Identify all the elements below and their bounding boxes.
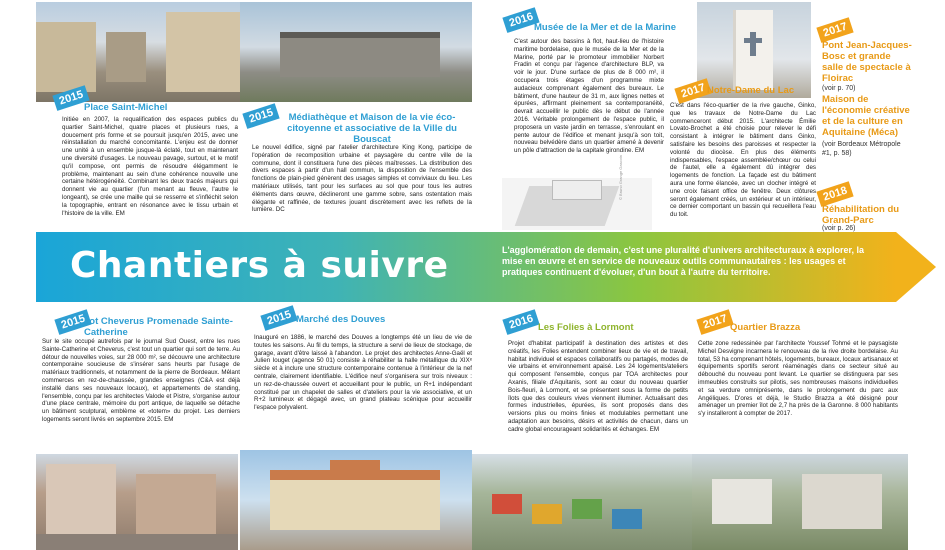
photo-notre-dame-du-lac bbox=[697, 2, 811, 98]
section-text: C'est autour des bassins à flot, haut-lieu de l'histoire maritime bordelaise, que le musée de la Mer et de la Marine, porté par le promoteur immobilier Norbert Fradin et conçu par l'agence d'architecture BLP, va voir le jour. D'une surface de plus de 8 000 m², il occupera trois étages d'un programme mixte audacieux comprenant également des bureaux. Le bâtiment, d'une hauteur de 31 m, aux lignes nettes et épurées, affirmant pleinement sa contemporanéité, devrait accueillir le public dès le début de l'année 2016. Véritable prolongement de l'espace public, il proposera un vaste jardin en terrasse, s'enroulant en pente autour de l'édifice et menant jusqu'à son toit, nouveau belvédère dans un quartier amené à devenir un pôle d'attraction de la capitale girondine. EM bbox=[514, 38, 664, 155]
photo-credit: © Bruno Grange Gascoin bbox=[618, 155, 623, 200]
side-ref-1: (voir p. 70) bbox=[822, 85, 856, 92]
side-title-1: Pont Jean-Jacques-Bosc et grande salle de spectacle à Floirac bbox=[822, 40, 912, 84]
section-title: Quartier Brazza bbox=[730, 322, 801, 333]
photo-place-saint-michel bbox=[36, 2, 240, 102]
section-text: C'est dans l'éco-quartier de la rive gauche, Ginko, que les travaux de Notre-Dame du Lac commenceront début 2015. L'architecte Émilie Lovato-Brochet a été choisie pour relever le défi consistant à intégrer le bâtiment dans Ginko, satisfaire les besoins des paroisses et respecter la volonté du diocèse. En plus des éléments indispensables, l'espace assemblée/chœur ou celui de l'autel, elle a également dû intégrer des logements de fonction. La façade est du bâtiment aura une forme élancée, avec un clocher intégré et une croix faisant office de fenêtre. Deux clôtures seront également créés, un extérieur et un intérieur, ce dernier comportant un bassin qui recueillera l'eau du toit. bbox=[670, 102, 816, 219]
section-text: Cette zone redessinée par l'architecte Youssef Tohmé et le paysagiste Michel Desvigne incarnera le renouveau de la rive droite bordelaise. Au total, 53 ha comprenant hôtels, logements, bureaux, locaux artisanaux et équipements sportifs seront réaménagés dans ce secteur situé au débouché du nouveau pont levant. Le quartier se distinguera par ses immeubles construits sur pilotis, ses nombreuses maisons individuelles et sa verdure omniprésente, dans le prolongement du parc aux Angéliques. D'ores et déjà, le Studio Brazza a été désigné pour aménager un premier îlot de 2,7 ha près de la Garonne. 8 000 habitants s'y installeront à compter de 2017. bbox=[698, 340, 898, 418]
section-title: Notre-Dame du Lac bbox=[707, 85, 795, 96]
photo-marche-douves bbox=[240, 450, 472, 550]
year-badge: 2015 bbox=[52, 85, 90, 111]
year-badge: 2015 bbox=[54, 309, 92, 335]
section-text: Initiée en 2007, la requalification des espaces publics du quartier Saint-Michel, quatre places et plusieurs rues, a doucement pris forme et se poursuit jusqu'en 2015, avec une réinstallation du marché concomitante. L'enjeu est de donner une unité à un ensemble jusque-là éclaté, tout en maintenant une diversité d'usages. Le nouveau pavage, surtout, et le motif qu'il compose, ont permis de résoudre élégamment le problème, maintenant au sein d'une cohérence nouvelle une certaine hétérogénéité. Combinant les deux tracés majeurs qui donnent vie au quartier (l'un menant au fleuve, l'autre le longeant), se crée une maille qui se resserre et s'infléchit selon la topographie, entrant en résonance avec le tissu urbain et l'histoire de la ville. EM bbox=[62, 116, 238, 217]
section-title: Marché des Douves bbox=[296, 314, 386, 325]
photo-musee-mer bbox=[502, 178, 652, 230]
banner-title: Chantiers à suivre bbox=[70, 245, 449, 286]
section-text: Le nouvel édifice, signé par l'atelier d'architecture King Kong, participe de l'opération de recomposition urbaine et paysagère du centre ville de la commune, dont il constituera l'une des pièces maîtresses. La distribution des divers espaces à partir d'un hall commun, la disposition de l'ensemble des fonctions de plain-pied génèrent des usages simples et conviviaux du lieu. Les matériaux utilisés, tant pour les surfaces au sol que pour tous les autres éléments dans œuvre, déclineront une gamme sobre, sans ostentation mais élégante et raffinée, de textures jouant discrètement avec les reflets de la lumière. DC bbox=[252, 144, 472, 214]
section-text: Inauguré en 1886, le marché des Douves a longtemps été un lieu de vie de toutes les saisons. Au fil du temps, la structure a servi de lieux de stockage, de garage, avant d'être laissé à l'abandon. Le projet des architectes Anne-Gaël et Julien Iouget (agence 50 01) consiste à réhabiliter la halle métallique du XIXᵉ siècle et à inclure une structure contemporaine contenue à l'intérieur de la nef centrale, clairement identifiable. L'édifice neuf s'organisera sur trois niveaux : un rez-de-chaussée ouvert et accueillant pour le public, un R+1 indépendant constitué par un chapelet de salles et d'ateliers pour la vie associative, et un R+2 lumineux et dégagé avec, un grand plateau scénique pour accueillir l'espace polyvalent. bbox=[254, 334, 472, 412]
side-title-3: Réhabilitation du Grand-Parc bbox=[822, 204, 900, 226]
year-badge: 2016 bbox=[502, 309, 540, 335]
side-title-2: Maison de l'économie créative et de la culture en Aquitaine (Méca) bbox=[822, 94, 910, 138]
section-text: Sur le site occupé autrefois par le journal Sud Ouest, entre les rues Sainte-Catherine et Cheverus, c'est tout un quartier qui sort de terre. Au détour de nouvelles voies, sur 28 000 m², se découvre une architecture contemporaine soucieuse de s'insérer sans heurts par l'usage de matériaux traditionnels, et notamment de la pierre de Bordeaux. Mêlant commerces en rez-de-chaussée, grandes enseignes (C&A est déjà installé dans ses nouveaux locaux), et appartements de standing, l'ensemble, conçu par les architectes Valode et Pistre, s'organise autour d'une place centrale, mémoire du port antique, de laquelle se détache un bâtiment sculptural, emblème et «totem» du projet. Les derniers logements seront livrés en septembre 2015. EM bbox=[42, 338, 240, 423]
banner-arrow bbox=[896, 232, 936, 302]
photo-mediatheque bbox=[240, 2, 472, 102]
year-badge: 2015 bbox=[242, 103, 280, 129]
section-title: Médiathèque et Maison de la vie éco-citoyenne et associative de la Ville du Bouscat bbox=[287, 112, 457, 145]
year-badge: 2016 bbox=[502, 7, 540, 33]
section-title: Les Folies à Lormont bbox=[538, 322, 634, 333]
section-title: Musée de la Mer et de la Marine bbox=[534, 22, 677, 33]
year-badge: 2017 bbox=[816, 17, 854, 43]
banner-text: L'agglomération de demain, c'est une pluralité d'univers architecturaux à explorer, la mise en œuvre et en service de nouveaux outils communautaires : les usages et pratiques continuent d'évoluer, d'un bout à l'autre du territoire. bbox=[502, 245, 865, 277]
year-badge: 2017 bbox=[696, 309, 734, 335]
year-badge: 2015 bbox=[260, 305, 298, 331]
year-badge: 2017 bbox=[674, 78, 712, 104]
photo-quartier-brazza bbox=[692, 454, 908, 550]
section-title: Îlot Cheverus Promenade Sainte-Catherine bbox=[84, 316, 233, 338]
side-ref-3: (voir p. 26) bbox=[822, 225, 856, 232]
photo-folies-lormont bbox=[472, 454, 692, 550]
year-badge: 2018 bbox=[816, 181, 854, 207]
photo-ilot-cheverus bbox=[36, 454, 238, 550]
side-ref-2: (voir Bordeaux Métropole #1, p. 58) bbox=[822, 141, 901, 157]
section-title: Place Saint-Michel bbox=[84, 102, 168, 113]
section-text: Projet d'habitat participatif à destination des artistes et des créatifs, les Folies entendent combiner lieux de vie et de travail, habitat individuel et espaces collaboratifs ou partagés, modes de vie urbains et environnement apaisé. Les 24 logements/ateliers qui composent l'ensemble, conçus par TOA architectes pour Axanis, filiale d'Aquitanis, sont au cœur du nouveau quartier Bois-fleuri, à Lormont, et se présentent sous la forme de petits îlots que des couleurs vives viennent illuminer. Actualisant des formes industrielles, épurées, ils sont proposés dans des versions plus ou moins finies et modulables permettant une adaptation aux besoins, désirs et activités de chacun, dans un cadre global encourageant solidarités et échanges. EM bbox=[508, 340, 688, 433]
